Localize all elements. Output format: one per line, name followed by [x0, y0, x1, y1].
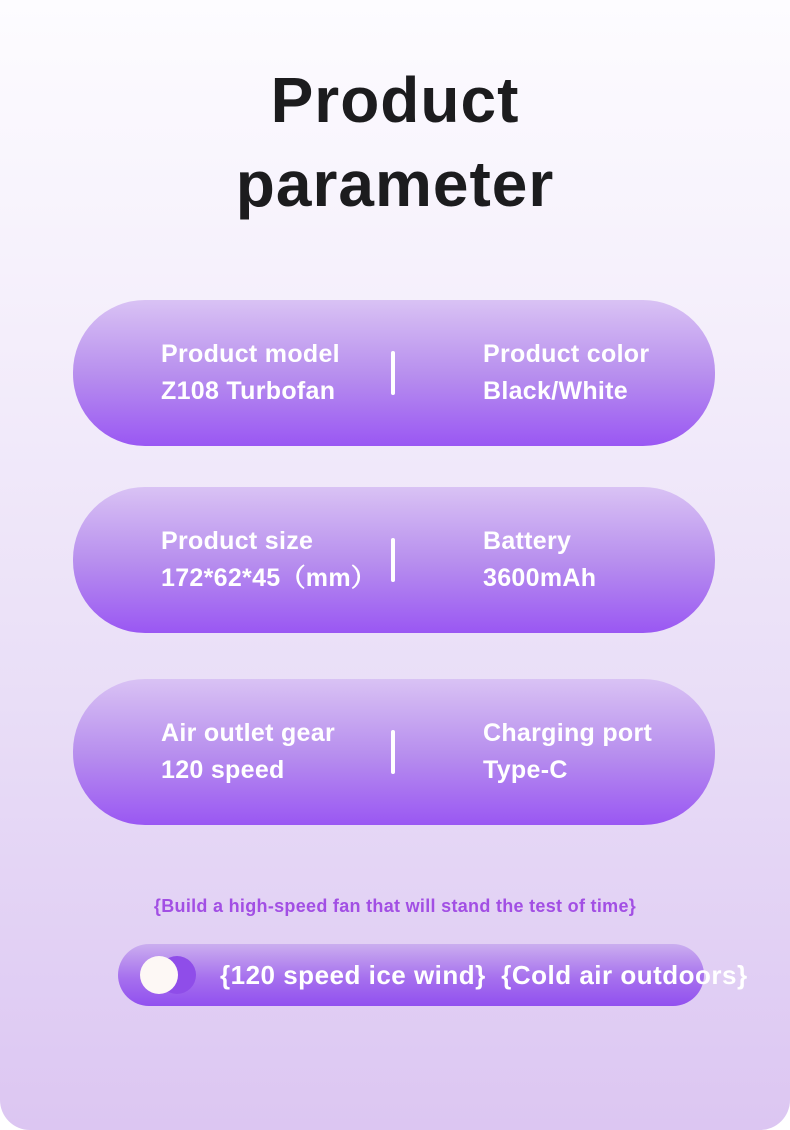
spec-label: Product color [483, 340, 650, 368]
spec-label: Product size [161, 527, 314, 555]
page-title-line1: Product [270, 64, 520, 136]
spec-card-size-battery [73, 487, 715, 633]
page-title-line2: parameter [235, 148, 555, 220]
spec-port [483, 715, 652, 789]
spec-card-model-color [73, 300, 715, 446]
spec-value: Z108 Turbofan [161, 377, 336, 405]
spec-label: Charging port [483, 719, 653, 747]
spec-model [161, 336, 340, 410]
spec-gear [161, 715, 335, 789]
feature-banner [118, 944, 748, 1006]
overlapping-circles-icon [140, 956, 196, 994]
spec-value: Type-C [483, 756, 568, 784]
spec-label: Air outlet gear [161, 719, 335, 747]
divider [391, 538, 395, 582]
spec-value: 172*62*45（mm） [161, 564, 377, 592]
divider [391, 351, 395, 395]
spec-size [161, 523, 376, 597]
spec-battery [483, 523, 596, 597]
spec-color [483, 336, 649, 410]
spec-value: Black/White [483, 377, 628, 405]
page-title [0, 58, 790, 226]
divider [391, 730, 395, 774]
spec-label: Product model [161, 340, 340, 368]
spec-value: 120 speed [161, 756, 285, 784]
spec-label: Battery [483, 527, 572, 555]
spec-value: 3600mAh [483, 564, 597, 592]
banner-text: {120 speed ice wind} {Cold air outdoors} [220, 959, 748, 990]
spec-card-gear-port [73, 679, 715, 825]
slogan-text: {Build a high-speed fan that will stand the test of time} [153, 896, 637, 916]
icon-front-circle [140, 956, 178, 994]
